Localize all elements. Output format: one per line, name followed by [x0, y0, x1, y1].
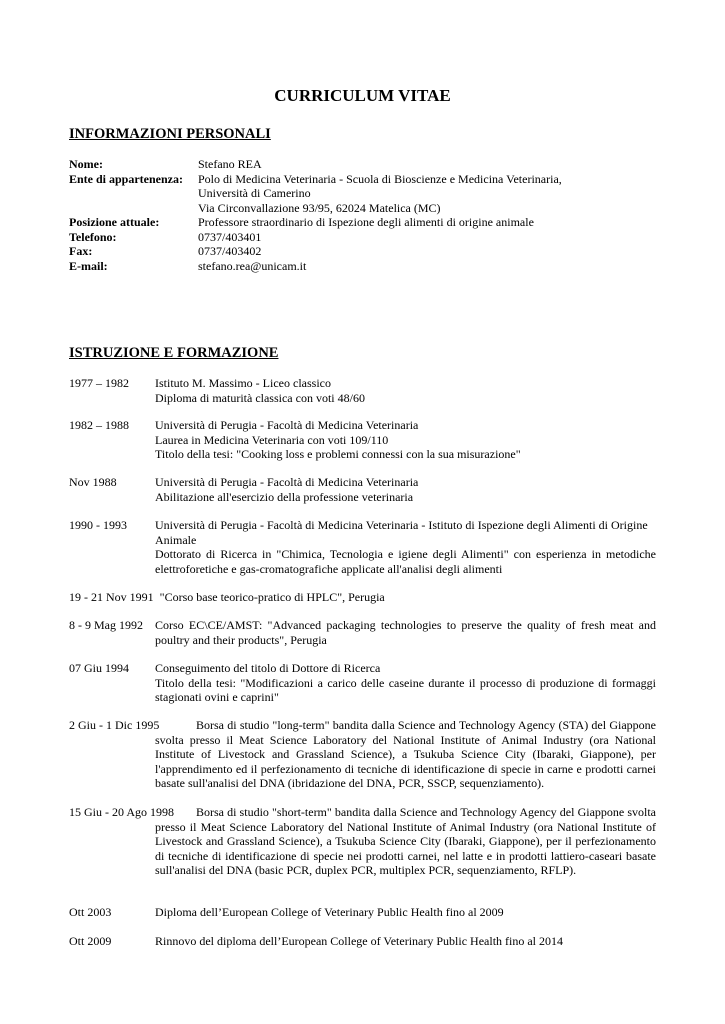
entry-date: 19 - 21 Nov 1991: [69, 590, 154, 604]
entry-line: Università di Perugia - Facoltà di Medicina Veterinaria - Istituto di Ispezione degli Alimenti di Origine Animale: [155, 518, 648, 547]
info-label: Telefono:: [69, 229, 117, 244]
education-entry: [69, 590, 656, 605]
education-heading: ISTRUZIONE E FORMAZIONE: [69, 345, 279, 361]
education-entry: [69, 934, 656, 949]
entry-date: 1990 - 1993: [69, 518, 127, 532]
entry-line: Rinnovo del diploma dell’European College of Veterinary Public Health fino al 2014: [155, 934, 564, 948]
entry-line: Diploma dell’European College of Veterinary Public Health fino al 2009: [155, 905, 504, 919]
entry-line: Corso EC\CE/AMST: "Advanced packaging technologies to preserve the quality of fresh meat and poultry and their products", Perugia: [155, 618, 656, 647]
info-label: Ente di appartenenza:: [69, 171, 183, 186]
info-value: 0737/403402: [198, 244, 262, 258]
education-entry: [69, 475, 656, 504]
personal-info-heading: INFORMAZIONI PERSONALI: [69, 126, 271, 142]
entry-line: Conseguimento del titolo di Dottore di Ricerca: [155, 661, 381, 675]
info-value: stefano.rea@unicam.it: [198, 258, 307, 273]
info-label: E-mail:: [69, 258, 108, 273]
entry-date: 1982 – 1988: [69, 418, 129, 432]
entry-line: Borsa di studio "short-term" bandita dalla Science and Technology Agency del Giappone svolta presso il Meat Science Laboratory del National Institute of Animal Industry (ora National Institute of Livestock and Grassland Science), a Tsukuba Science City (Ibaraki, Giappone), per il perfezionamento di tecniche di identificazione di specie nei prodotti carnei, nel latte e in prodotti lattiero-caseari basate sull'analisi del DNA (basic PCR, duplex PCR, multiplex PCR, sequenziamento, RFLP).: [155, 805, 656, 877]
entry-date: 2 Giu - 1 Dic 1995: [69, 718, 160, 732]
info-value: Stefano REA: [198, 157, 262, 171]
entry-date: 07 Giu 1994: [69, 661, 129, 675]
education-entry: [69, 718, 656, 791]
education-entry: [69, 418, 656, 462]
info-row-email: [69, 259, 669, 274]
entry-line: Titolo della tesi: "Cooking loss e problemi connessi con la sua misurazione": [155, 447, 521, 461]
info-row-affiliation: [69, 172, 669, 216]
info-value: Via Circonvallazione 93/95, 62024 Matelica (MC): [198, 200, 441, 215]
info-value: Professore straordinario di Ispezione degli alimenti di origine animale: [198, 215, 534, 229]
document-title: CURRICULUM VITAE: [274, 86, 451, 105]
info-label: Fax:: [69, 244, 93, 258]
entry-line: Laurea in Medicina Veterinaria con voti 109/110: [155, 432, 389, 447]
education-entry: [69, 376, 656, 405]
info-label: Posizione attuale:: [69, 215, 160, 229]
info-value: Polo di Medicina Veterinaria - Scuola di Bioscienze e Medicina Veterinaria,: [198, 171, 562, 186]
entry-date: Nov 1988: [69, 475, 117, 489]
entry-date: Ott 2009: [69, 934, 112, 948]
info-row-position: [69, 215, 669, 230]
personal-info-block: [69, 157, 669, 273]
info-row-phone: [69, 230, 669, 245]
info-value: 0737/403401: [198, 229, 262, 244]
entry-line: Diploma di maturità classica con voti 48/60: [155, 390, 365, 405]
info-label: Nome:: [69, 157, 103, 171]
info-row-name: [69, 157, 669, 172]
entry-line: Titolo della tesi: "Modificazioni a carico delle caseine durante il processo di produzione di formaggi stagionati ovini e caprini": [155, 675, 656, 704]
entry-line: Abilitazione all'esercizio della professione veterinaria: [155, 489, 414, 504]
entry-date: 15 Giu - 20 Ago 1998: [69, 805, 174, 819]
entry-line: Borsa di studio "long-term" bandita dalla Science and Technology Agency (STA) del Giappone svolta presso il Meat Science Laboratory del National Institute of Animal Industry (ora National Institute of Livestock and Grassland Science), a Tsukuba Science City (Ibaraki, Giappone), per l'apprendimento ed il perfezionamento di tecniche di identificazione di specie in carne e prodotti carnei basate sull'analisi del DNA (ibridazione del DNA, PCR, SSCP, sequenziamento).: [155, 718, 656, 790]
entry-date: Ott 2003: [69, 905, 112, 919]
entry-line: Università di Perugia - Facoltà di Medicina Veterinaria: [155, 418, 419, 432]
entry-date: 8 - 9 Mag 1992: [69, 618, 143, 632]
education-entry: [69, 618, 656, 647]
entry-line: Istituto M. Massimo - Liceo classico: [155, 376, 331, 390]
education-entry: [69, 905, 656, 920]
info-row-fax: [69, 244, 669, 259]
info-value: Università di Camerino: [198, 186, 311, 200]
entry-date: 1977 – 1982: [69, 376, 129, 390]
entry-line: Università di Perugia - Facoltà di Medicina Veterinaria: [155, 475, 419, 489]
education-entry: [69, 805, 656, 878]
entry-line: "Corso base teorico-pratico di HPLC", Perugia: [159, 590, 385, 604]
entry-line: Dottorato di Ricerca in "Chimica, Tecnologia e igiene degli Alimenti" con esperienza in metodiche elettroforetiche e gas-cromatografiche applicate all'analisi degli alimenti: [155, 547, 656, 576]
education-entry: [69, 518, 656, 576]
education-entry: [69, 661, 656, 705]
